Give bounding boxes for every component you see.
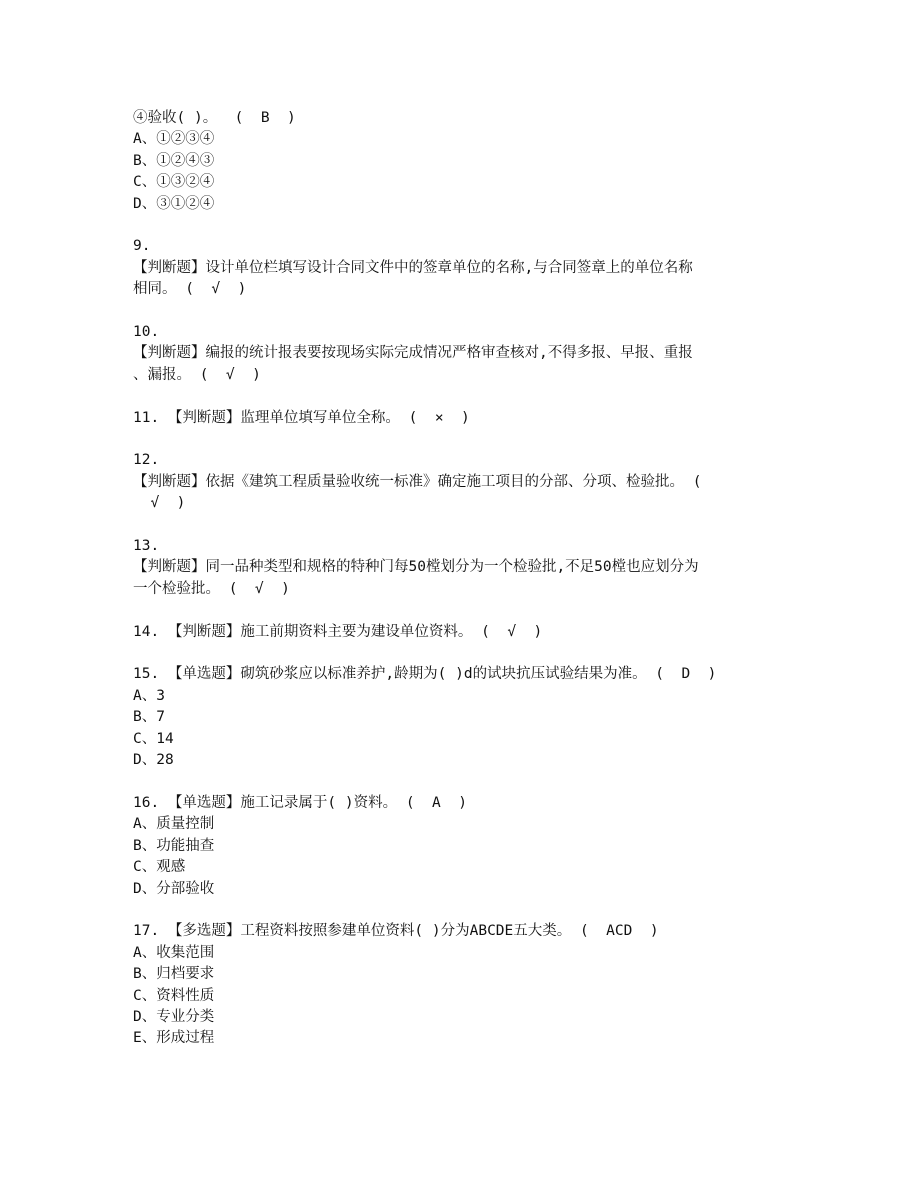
question-text: 12. bbox=[133, 452, 160, 469]
question-line: A、收集范围 bbox=[133, 944, 215, 961]
question-line: A、3 bbox=[133, 687, 165, 704]
question-line: E、形成过程 bbox=[133, 1030, 215, 1047]
exam-document bbox=[133, 108, 788, 1071]
question-block bbox=[133, 236, 788, 300]
question-block bbox=[133, 622, 788, 643]
question-line: 【判断题】设计单位栏填写设计合同文件中的签章单位的名称,与合同签章上的单位名称 bbox=[133, 259, 693, 276]
question-text: 11. 【判断题】监理单位填写单位全称。 ( × ) bbox=[133, 409, 470, 426]
question-line: B、①②④③ bbox=[133, 152, 215, 169]
question-line: 相同。 ( √ ) bbox=[133, 281, 247, 298]
question-line: B、归档要求 bbox=[133, 966, 215, 983]
question-line: A、质量控制 bbox=[133, 816, 215, 833]
question-line: D、分部验收 bbox=[133, 880, 215, 897]
question-block bbox=[133, 664, 788, 771]
question-text: 10. bbox=[133, 324, 160, 341]
question-line: B、功能抽查 bbox=[133, 837, 215, 854]
question-line: C、观感 bbox=[133, 859, 186, 876]
question-text: 17. 【多选题】工程资料按照参建单位资料( )分为ABCDE五大类。 ( ACD ) bbox=[133, 923, 659, 940]
question-text: 14. 【判断题】施工前期资料主要为建设单位资料。 ( √ ) bbox=[133, 623, 543, 640]
question-line: 【判断题】同一品种类型和规格的特种门每50樘划分为一个检验批,不足50樘也应划分为 bbox=[133, 559, 699, 576]
question-line: D、③①②④ bbox=[133, 195, 215, 212]
question-line: 【判断题】依据《建筑工程质量验收统一标准》确定施工项目的分部、分项、检验批。 ( bbox=[133, 473, 702, 490]
question-line: 一个检验批。 ( √ ) bbox=[133, 580, 290, 597]
question-block bbox=[133, 408, 788, 429]
question-text: 9. bbox=[133, 238, 151, 255]
question-line: C、①③②④ bbox=[133, 174, 215, 191]
question-line: C、资料性质 bbox=[133, 987, 215, 1004]
question-line: A、①②③④ bbox=[133, 131, 215, 148]
question-line: D、28 bbox=[133, 752, 174, 769]
question-block bbox=[133, 450, 788, 514]
question-block bbox=[133, 322, 788, 386]
question-block bbox=[133, 921, 788, 1049]
question-line: √ ) bbox=[133, 495, 186, 512]
question-line: 【判断题】编报的统计报表要按现场实际完成情况严格审查核对,不得多报、早报、重报 bbox=[133, 345, 693, 362]
question-block bbox=[133, 793, 788, 900]
question-line: C、14 bbox=[133, 730, 174, 747]
question-line: B、7 bbox=[133, 709, 165, 726]
question-text: ④验收( )。 ( B ) bbox=[133, 110, 296, 126]
question-line: 、漏报。 ( √ ) bbox=[133, 366, 261, 383]
question-block bbox=[133, 536, 788, 600]
question-line: D、专业分类 bbox=[133, 1008, 215, 1025]
question-text: 15. 【单选题】砌筑砂浆应以标准养护,龄期为( )d的试块抗压试验结果为准。 ( D ) bbox=[133, 666, 717, 683]
question-text: 13. bbox=[133, 538, 160, 555]
question-block bbox=[133, 108, 788, 215]
question-text: 16. 【单选题】施工记录属于( )资料。 ( A ) bbox=[133, 794, 467, 811]
